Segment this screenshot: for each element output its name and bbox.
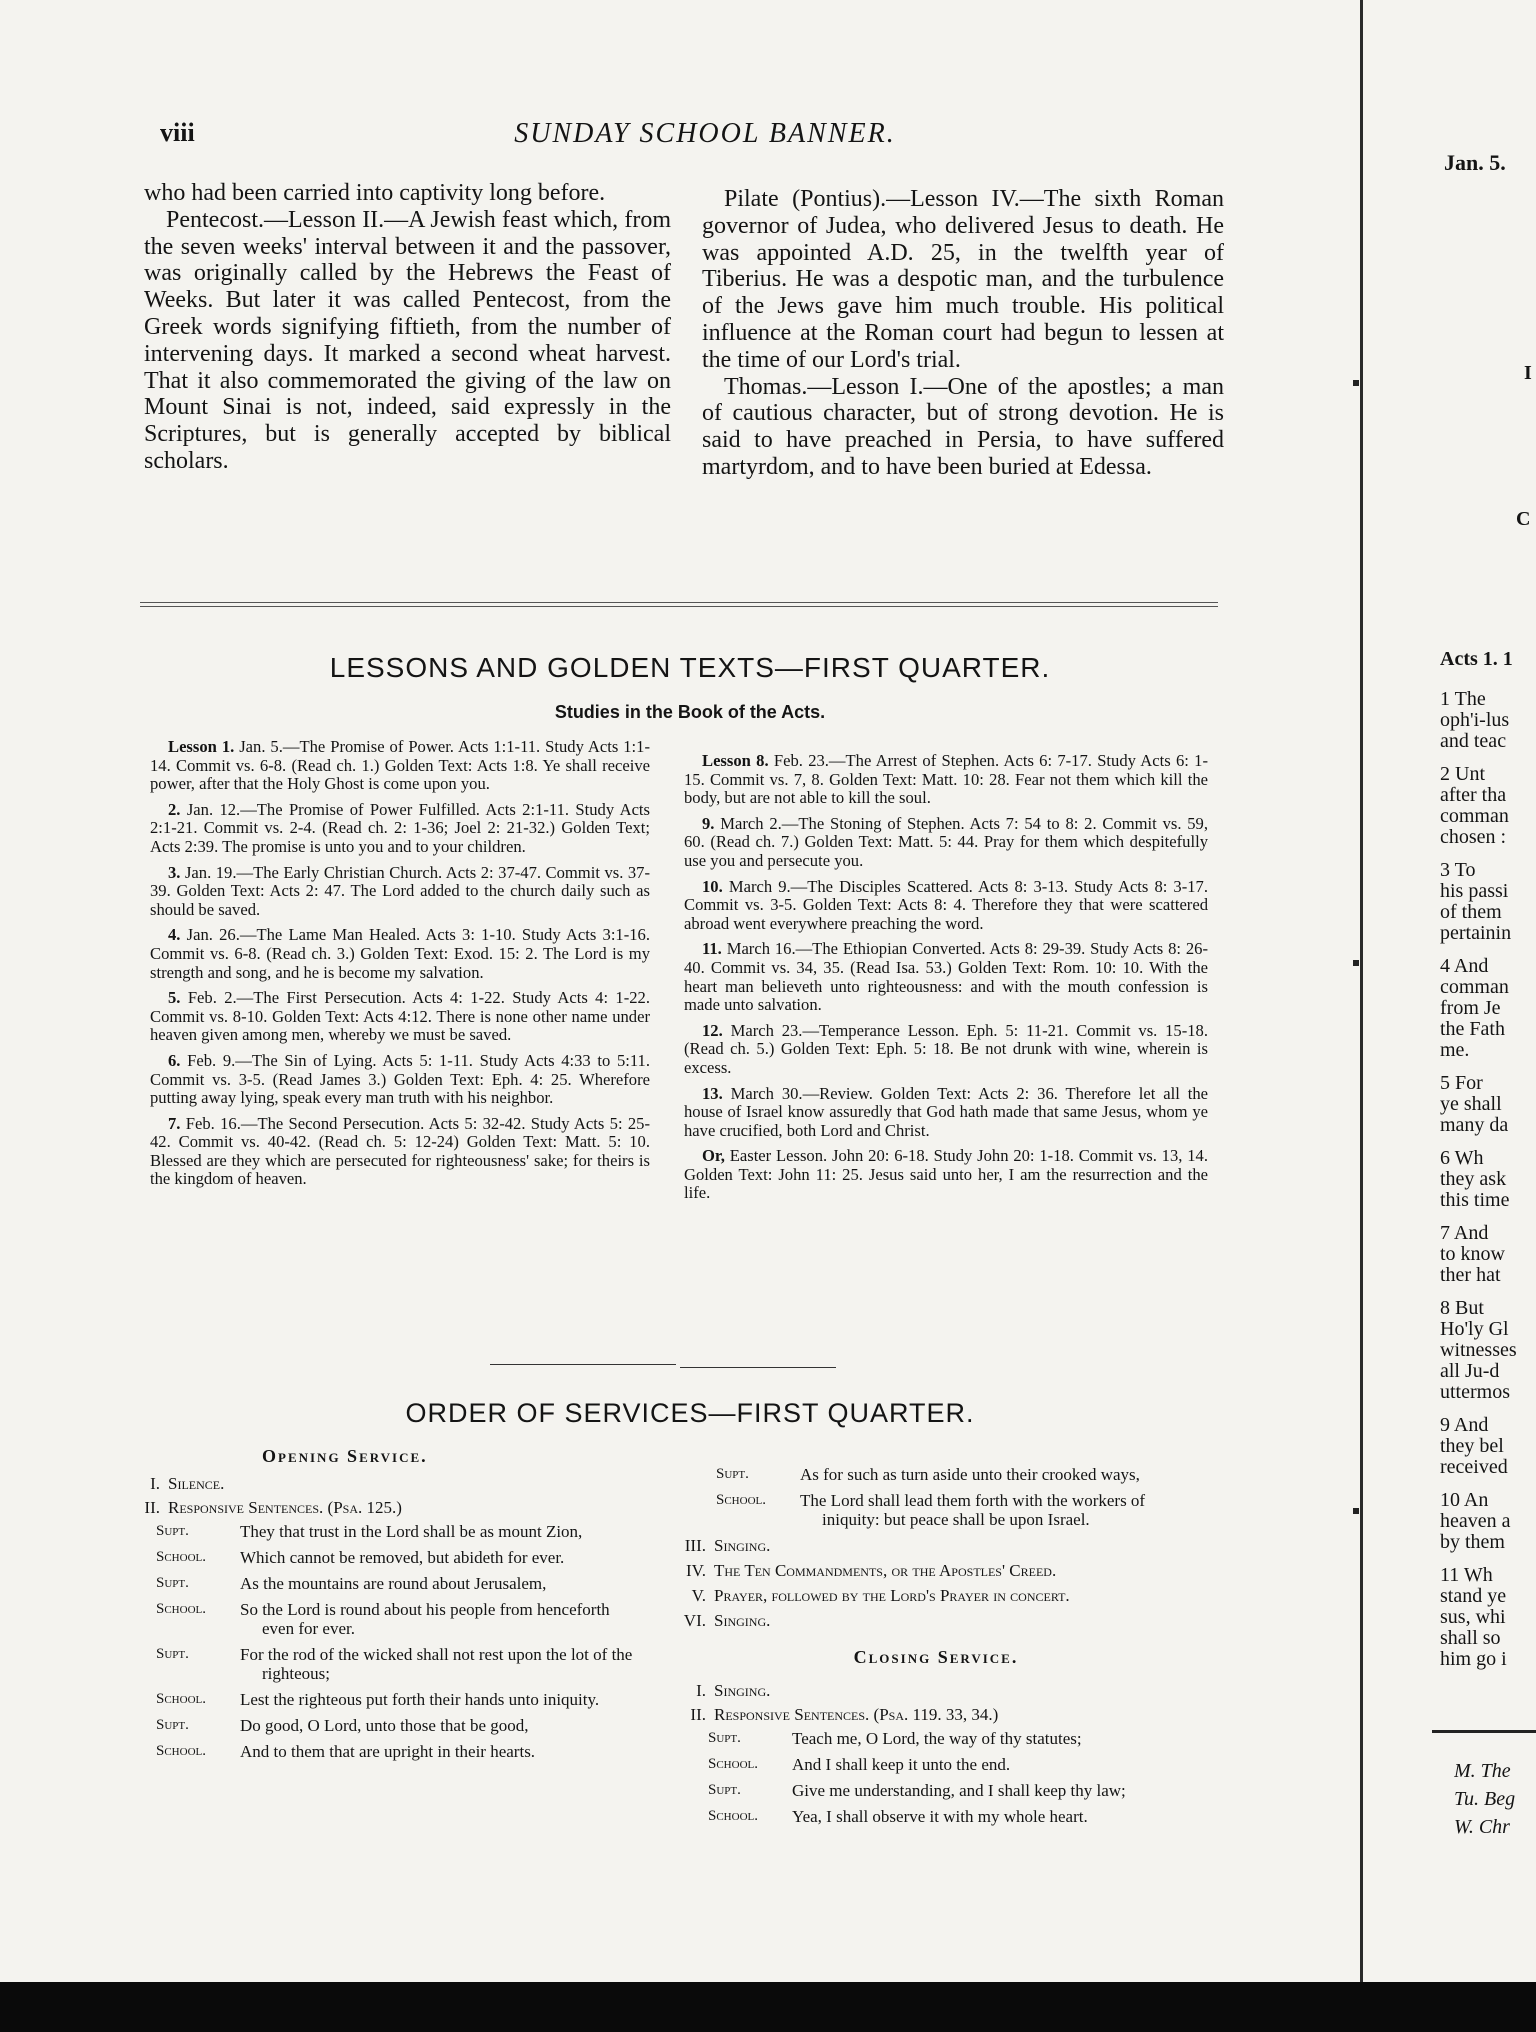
lesson-number: 10. [702, 876, 723, 896]
lesson-entry [150, 989, 650, 1045]
facing-page-fragment: Ho'ly Gl [1440, 1318, 1509, 1340]
facing-page-fragment: pertainin [1440, 922, 1512, 944]
service-item-text: Responsive Sentences. (Psa. 119. 33, 34.) [714, 1705, 999, 1724]
binding-mark [1353, 1508, 1359, 1514]
facing-page-fragment: to know [1440, 1243, 1505, 1265]
sentence-text: For the rod of the wicked shall not rest upon the lot of the righteous; [240, 1645, 633, 1683]
lesson-number: 11. [702, 939, 722, 959]
responsive-sentence [156, 1548, 636, 1567]
lesson-text: Feb. 2.—The First Persecution. Acts 4: 1-22. Study Acts 4: 1-22. Commit vs. 8-10. Golden Text: Acts 4:12. There is none other name under heaven given among men, whereby we must be saved. [150, 988, 650, 1045]
facing-page-fragment: 9 And [1440, 1414, 1489, 1436]
facing-page-fragment: heaven a [1440, 1510, 1511, 1532]
lesson-entry [150, 738, 650, 794]
lesson-number: 5. [168, 988, 181, 1008]
speaker-label: Supt. [708, 1782, 741, 1798]
lessons-right-column [684, 752, 1208, 1210]
responsive-sentence [708, 1807, 1200, 1826]
service-item-number: V. [691, 1586, 706, 1605]
speaker-label: School. [708, 1756, 758, 1772]
lesson-entry [150, 864, 650, 920]
responsive-sentence [716, 1491, 1200, 1529]
facing-page-fragment: they bel [1440, 1435, 1504, 1457]
lesson-text: Jan. 19.—The Early Christian Church. Acts 2: 37-47. Commit vs. 37-39. Golden Text: Acts 2: 47. The Lord added to the church daily such as should be saved. [150, 862, 650, 919]
facing-page-strip [1432, 0, 1536, 2032]
lesson-text: Jan. 5.—The Promise of Power. Acts 1:1-11. Study Acts 1:1-14. Commit vs. 6-8. (Read ch. 1.) Golden Text: Acts 1:8. Ye shall receive power, after that the Holy Ghost is come upon you. [150, 737, 650, 794]
service-item [126, 1474, 636, 1493]
section-rule [140, 606, 1218, 607]
facing-page-fragment: by them [1440, 1531, 1505, 1553]
lesson-text: March 9.—The Disciples Scattered. Acts 8: 3-13. Study Acts 8: 3-17. Commit vs. 3-5. Golden Text: Acts 8: 4. Therefore they that were scattered abroad went everywhere preaching the word. [684, 876, 1208, 933]
glossary-paragraph: Pilate (Pontius).—Lesson IV.—The sixth Roman governor of Judea, who delivered Jesus to death. He was appointed A.D. 25, in the twelfth year of Tiberius. He was a despotic man, and the turbulence of the Jews gave him much trouble. His political influence at the Roman court had begun to lessen at the time of our Lord's trial. [702, 186, 1224, 373]
responsive-sentence [156, 1716, 636, 1735]
sentence-text: As the mountains are round about Jerusalem, [240, 1574, 547, 1593]
facing-page-fragment: shall so [1440, 1627, 1501, 1649]
sentence-text: The Lord shall lead them forth with the workers of iniquity: but peace shall be upon Israel. [800, 1491, 1146, 1529]
facing-page-fragment: many da [1440, 1114, 1509, 1136]
responsive-sentence [708, 1781, 1200, 1800]
facing-page-fragment: his passi [1440, 880, 1509, 902]
running-title: SUNDAY SCHOOL BANNER. [514, 118, 896, 149]
speaker-label: Supt. [708, 1730, 741, 1746]
sentence-text: Lest the righteous put forth their hands unto iniquity. [240, 1690, 600, 1709]
service-item-number: I. [150, 1474, 160, 1493]
facing-page-fragment: 7 And [1440, 1222, 1489, 1244]
responsive-sentence [716, 1465, 1200, 1484]
facing-page-fragment: 2 Unt [1440, 763, 1485, 785]
service-item-number: II. [690, 1705, 706, 1724]
divider-rule [680, 1367, 836, 1368]
facing-page-fragment: received [1440, 1456, 1508, 1478]
sentence-text: Give me understanding, and I shall keep thy law; [792, 1781, 1126, 1800]
lesson-number: 3. [168, 862, 181, 882]
facing-page-fragment: the Fath [1440, 1018, 1505, 1040]
facing-page-fragment: ther hat [1440, 1264, 1501, 1286]
service-item-number: III. [684, 1536, 706, 1555]
facing-page-fragment: comman [1440, 805, 1509, 827]
lesson-number: 6. [168, 1050, 181, 1070]
lesson-number: 2. [168, 799, 181, 819]
services-section-title: ORDER OF SERVICES—FIRST QUARTER. [405, 1398, 975, 1428]
service-item [672, 1586, 1200, 1605]
facing-page-footer-line: M. The [1454, 1760, 1511, 1782]
facing-page-footer-line: W. Chr [1454, 1816, 1510, 1838]
speaker-label: Supt. [156, 1523, 189, 1539]
glossary-paragraph: Pentecost.—Lesson II.—A Jewish feast which, from the seven weeks' interval between it and the passover, was originally called by the Hebrews the Feast of Weeks. But later it was called Pentecost, from the Greek words signifying fiftieth, from the number of intervening days. It marked a second wheat harvest. That it also commemorated the giving of the law on Mount Sinai is not, indeed, said expressly in the Scriptures, but is generally accepted by biblical scholars. [144, 206, 671, 474]
facing-page-fragment: chosen : [1440, 826, 1507, 848]
facing-page-fragment: 5 For [1440, 1072, 1483, 1094]
binding-mark [1353, 960, 1359, 966]
lesson-text: Jan. 26.—The Lame Man Healed. Acts 3: 1-10. Study Acts 3:1-16. Commit vs. 6-8. (Read ch. 3.) Golden Text: Exod. 15: 2. The Lord is my strength and song, and he is become my salvation. [150, 925, 650, 982]
lesson-entry [150, 926, 650, 982]
facing-page-fragment: C [1516, 508, 1531, 530]
glossary-left-column [144, 180, 671, 475]
facing-page-fragment: of them [1440, 901, 1502, 923]
service-item-number: VI. [683, 1611, 706, 1630]
section-rule [140, 602, 1218, 603]
facing-page-fragment: witnesses [1440, 1339, 1517, 1361]
divider-rule [490, 1364, 676, 1365]
sentence-text: They that trust in the Lord shall be as mount Zion, [240, 1522, 583, 1541]
responsive-sentence [708, 1729, 1200, 1748]
lesson-text: March 16.—The Ethiopian Converted. Acts 8: 29-39. Study Acts 8: 26-40. Commit vs. 34, 35. (Read Isa. 53.) Golden Text: Rom. 10: 10. With the heart man believeth unto righteousness: and with the mouth confession is made unto salvation. [684, 939, 1208, 1015]
sentence-text: And to them that are upright in their hearts. [240, 1742, 536, 1761]
facing-page-header: Jan. 5. [1444, 152, 1506, 174]
lesson-entry [684, 752, 1208, 808]
lesson-text: Feb. 23.—The Arrest of Stephen. Acts 6: 7-17. Study Acts 6: 1-15. Commit vs. 7, 8. Golden Text: Matt. 10: 28. Fear not them which kill the body, but are not able to kill the soul. [684, 751, 1208, 808]
glossary-right-column [702, 186, 1224, 481]
service-item-number: IV. [686, 1561, 706, 1580]
service-item [672, 1705, 1200, 1724]
responsive-sentence [708, 1755, 1200, 1774]
lessons-left-column [150, 738, 650, 1196]
lesson-text: Feb. 9.—The Sin of Lying. Acts 5: 1-11. Study Acts 4:33 to 5:11. Commit vs. 3-5. (Read James 3.) Golden Text: Eph. 4: 25. Wherefore putting away lying, speak every man truth with his neighbor. [150, 1050, 651, 1108]
facing-page-fragment: stand ye [1440, 1585, 1507, 1607]
lesson-number: Lesson 1. [168, 737, 235, 756]
lesson-number: 13. [702, 1083, 723, 1103]
lesson-number: 9. [702, 813, 715, 833]
lesson-entry [684, 940, 1208, 1014]
sentence-text: And I shall keep it unto the end. [792, 1755, 1011, 1774]
responsive-sentence [156, 1522, 636, 1541]
facing-page-fragment: 10 An [1440, 1489, 1489, 1511]
lesson-entry [150, 801, 650, 857]
speaker-label: School. [156, 1691, 206, 1707]
page-number: viii [160, 118, 195, 147]
responsive-sentence [156, 1645, 636, 1683]
lesson-text: Feb. 16.—The Second Persecution. Acts 5: 32-42. Study Acts 5: 25-42. Commit vs. 40-42. (Read ch. 5: 12-24) Golden Text: Matt. 5: 10. Blessed are they which are persecuted for righteousness' sake; for theirs is the kingdom of heaven. [150, 1113, 650, 1189]
service-item-number: I. [696, 1681, 706, 1700]
lessons-section-title: LESSONS AND GOLDEN TEXTS—FIRST QUARTER. [329, 652, 1051, 683]
service-item-text: Singing. [714, 1536, 771, 1555]
service-item [672, 1611, 1200, 1630]
lesson-entry [684, 1147, 1208, 1203]
lesson-number: 4. [168, 925, 181, 945]
service-item [672, 1681, 1200, 1700]
speaker-label: School. [156, 1549, 206, 1565]
service-item [672, 1561, 1200, 1580]
speaker-label: School. [716, 1492, 766, 1508]
sentence-text: Do good, O Lord, unto those that be good, [240, 1716, 529, 1735]
facing-page-fragment: 4 And [1440, 955, 1489, 977]
facing-page-fragment: and teac [1440, 730, 1507, 752]
facing-page-fragment: 3 To [1440, 859, 1476, 881]
facing-page-fragment: this time [1440, 1189, 1510, 1211]
facing-page-fragment: me. [1440, 1039, 1470, 1061]
facing-page-fragment: him go i [1440, 1648, 1507, 1670]
speaker-label: Supt. [156, 1717, 189, 1733]
responsive-sentence [156, 1600, 636, 1638]
lesson-text: March 30.—Review. Golden Text: Acts 2: 36. Therefore let all the house of Israel know assuredly that God hath made that same Jesus, whom ye have crucified, both Lord and Christ. [684, 1083, 1208, 1140]
sentence-text: As for such as turn aside unto their crooked ways, [800, 1465, 1140, 1484]
sentence-text: Teach me, O Lord, the way of thy statutes; [792, 1729, 1082, 1748]
lesson-text: March 23.—Temperance Lesson. Eph. 5: 11-21. Commit vs. 15-18. (Read ch. 5.) Golden Text: Eph. 5: 18. Be not drunk with wine, wherein is excess. [684, 1020, 1208, 1077]
closing-service-heading: Closing Service. [853, 1647, 1019, 1667]
facing-page-fragment: all Ju-d [1440, 1360, 1500, 1382]
responsive-sentence [156, 1690, 636, 1709]
services-right-column [672, 1462, 1200, 1833]
facing-page-fragment: 8 But [1440, 1297, 1484, 1319]
facing-rule [1432, 1730, 1536, 1733]
speaker-label: Supt. [716, 1466, 749, 1482]
lesson-text: Jan. 12.—The Promise of Power Fulfilled. Acts 2:1-11. Study Acts 2:1-21. Commit vs. 2-4. (Read ch. 2: 1-36; Joel 2: 21-32.) Golden Text; Acts 2:39. The promise is unto you and to your children. [150, 799, 650, 856]
service-item-text: Prayer, followed by the Lord's Prayer in concert. [714, 1586, 1070, 1605]
speaker-label: Supt. [156, 1575, 189, 1591]
opening-service-heading: Opening Service. [262, 1446, 428, 1466]
facing-page-fragment: sus, whi [1440, 1606, 1506, 1628]
lesson-entry [684, 1085, 1208, 1141]
lesson-text: March 2.—The Stoning of Stephen. Acts 7: 54 to 8: 2. Commit vs. 59, 60. (Read ch. 7.) Golden Text: Matt. 5: 44. Pray for them which despitefully use you and persecute you. [684, 813, 1208, 870]
facing-page-fragment: I [1524, 362, 1532, 384]
service-item-text: The Ten Commandments, or the Apostles' Creed. [714, 1561, 1057, 1580]
facing-page-fragment: they ask [1440, 1168, 1507, 1190]
lesson-number: Or, [702, 1146, 725, 1166]
speaker-label: School. [156, 1601, 206, 1617]
facing-page-footer-line: Tu. Beg [1454, 1788, 1516, 1810]
binding-mark [1353, 380, 1359, 386]
service-item [672, 1536, 1200, 1555]
facing-page-fragment: Acts 1. 1 [1440, 648, 1513, 670]
service-item-number: II. [144, 1498, 160, 1517]
facing-page-fragment: uttermos [1440, 1381, 1510, 1403]
facing-page-fragment: from Je [1440, 997, 1501, 1019]
lesson-text: Easter Lesson. John 20: 6-18. Study John 20: 1-18. Commit vs. 13, 14. Golden Text: John 11: 25. Jesus said unto her, I am the resurrection and the life. [684, 1146, 1208, 1203]
service-item-text: Silence. [168, 1474, 225, 1493]
speaker-label: Supt. [156, 1646, 189, 1662]
facing-page-fragment: 6 Wh [1440, 1147, 1484, 1169]
sentence-text: Yea, I shall observe it with my whole heart. [792, 1807, 1088, 1826]
service-item-text: Responsive Sentences. (Psa. 125.) [168, 1498, 402, 1517]
lesson-number: Lesson 8. [702, 751, 769, 770]
service-item [126, 1498, 636, 1517]
facing-page-fragment: 11 Wh [1440, 1564, 1493, 1586]
lesson-entry [684, 815, 1208, 871]
facing-page-fragment: comman [1440, 976, 1509, 998]
lesson-number: 12. [702, 1020, 723, 1040]
sentence-text: So the Lord is round about his people from henceforth even for ever. [240, 1600, 610, 1638]
page-gutter [1360, 0, 1363, 2032]
service-item-text: Singing. [714, 1681, 771, 1700]
responsive-sentence [156, 1742, 636, 1761]
lesson-entry [150, 1052, 650, 1108]
facing-page-fragment: oph'i-lus [1440, 709, 1510, 731]
facing-page-fragment: 1 The [1440, 688, 1486, 710]
facing-page-fragment: ye shall [1440, 1093, 1502, 1115]
glossary-paragraph: who had been carried into captivity long before. [144, 180, 606, 206]
lesson-entry [150, 1115, 650, 1189]
speaker-label: School. [708, 1808, 758, 1824]
lesson-entry [684, 878, 1208, 934]
sentence-text: Which cannot be removed, but abideth for ever. [240, 1548, 565, 1567]
lesson-entry [684, 1022, 1208, 1078]
glossary-paragraph: Thomas.—Lesson I.—One of the apostles; a man of cautious character, but of strong devotion. He is said to have preached in Persia, to have suffered martyrdom, and to have been buried at Edessa. [702, 373, 1224, 480]
speaker-label: School. [156, 1743, 206, 1759]
lessons-section-subtitle: Studies in the Book of the Acts. [554, 702, 826, 722]
opening-service-column [126, 1474, 636, 1768]
service-item-text: Singing. [714, 1611, 771, 1630]
scan-border [0, 1982, 1536, 2032]
facing-page-fragment: after tha [1440, 784, 1507, 806]
responsive-sentence [156, 1574, 636, 1593]
lesson-number: 7. [168, 1113, 181, 1133]
